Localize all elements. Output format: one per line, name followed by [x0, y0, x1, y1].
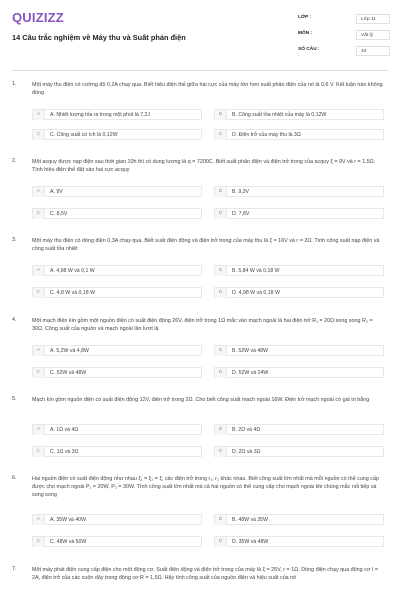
option-letter: C: [33, 537, 45, 547]
option-b[interactable]: [214, 109, 384, 120]
question-number: 2.: [12, 158, 17, 164]
question-number: 4.: [12, 317, 17, 323]
option-c[interactable]: [32, 536, 202, 547]
meta-label: SỐ CÂU :: [298, 47, 320, 52]
question-text: Một máy thu điện có cường độ 0,2A chạy qua. Biết hiệu điện thế giữa hai cực của máy lớn hơn suất phản điện của nó là 0,6 V. Kết luận nào không đúng: [32, 82, 383, 97]
option-text: A. 9V: [50, 189, 63, 195]
option-letter: C: [33, 288, 45, 298]
option-d[interactable]: [214, 129, 384, 140]
option-text: B. 52W và 48W: [232, 348, 269, 354]
option-text: A. Nhiệt lượng tỏa ra trong một phút là 7,2J: [50, 112, 151, 118]
quizizz-logo: QUIZIZZ: [12, 10, 64, 25]
option-text: C. 1Ω và 3Ω: [50, 449, 79, 455]
option-text: B. 48W và 35W: [232, 517, 269, 523]
question-number: 7.: [12, 566, 17, 572]
option-c[interactable]: [32, 446, 202, 457]
option-letter: C: [33, 130, 45, 140]
option-letter: C: [33, 209, 45, 219]
option-b[interactable]: [214, 186, 384, 197]
meta-value: Vật lý: [356, 30, 390, 40]
question-number: 3.: [12, 237, 17, 243]
option-a[interactable]: [32, 345, 202, 356]
option-a[interactable]: [32, 109, 202, 120]
header-divider: [12, 70, 388, 71]
option-text: D. 7,8V: [232, 211, 250, 217]
option-a[interactable]: [32, 424, 202, 435]
option-text: B. 5,84 W và 0,18 W: [232, 268, 280, 274]
page-header: [0, 0, 400, 68]
option-d[interactable]: [214, 446, 384, 457]
option-letter: D: [215, 288, 227, 298]
option-text: A. 1Ω và 4Ω: [50, 427, 79, 433]
option-text: D. 35W và 48W: [232, 539, 269, 545]
option-c[interactable]: [32, 367, 202, 378]
meta-label: LỚP :: [298, 15, 312, 20]
question-text: Một máy phát điện cung cấp điện cho một động cơ. Suất điện động và điện trở trong của máy là ξ = 25V, r = 1Ω. Dòng điện chạy qua động cơ I = 2A, điện trở của các cuộn dây trong động cơ R = 1,5Ω. Hãy tính công suất của nguồn điện và hiệu suất của nó: [32, 567, 379, 582]
option-c[interactable]: [32, 287, 202, 298]
option-letter: B: [215, 515, 227, 525]
question-number: 6.: [12, 475, 17, 481]
option-a[interactable]: [32, 186, 202, 197]
option-letter: B: [215, 266, 227, 276]
option-text: B. 2Ω và 4Ω: [232, 427, 261, 433]
option-letter: A: [33, 266, 45, 276]
option-b[interactable]: [214, 514, 384, 525]
option-a[interactable]: [32, 265, 202, 276]
option-text: C. 48W và 50W: [50, 539, 87, 545]
option-text: C. Công suất có ích là 0,12W: [50, 132, 118, 138]
question-text: Hai nguồn điện có suất điện động như nhau ξ₁ = ξ₂ = ξ, các điện trở trong r₁, r₂ khác nhau. Biết công suất lớn nhất mà mỗi nguồn có thể cung cấp được cho mạch ngoài P₁ = 20W, P₂ = 30W. Tính công suất lớn nhất mà cả hai nguồn có thể cung cấp cho mạch ngoài khi chúng mắc nối tiếp và song song: [32, 476, 379, 499]
page-title: 14 Câu trắc nghiệm về Máy thu và Suất phản điện: [12, 33, 186, 42]
option-letter: A: [33, 187, 45, 197]
option-c[interactable]: [32, 208, 202, 219]
question-number: 1.: [12, 81, 17, 87]
option-letter: D: [215, 447, 227, 457]
meta-class-row: [298, 12, 390, 28]
option-letter: A: [33, 110, 45, 120]
question-text: Mạch kín gồm nguồn điện có suất điện động 12V, điện trở trong 2Ω. Cho biết công suất mạch ngoài 16W. Điện trở mạch ngoài có giá trị bằng: [32, 397, 370, 403]
option-text: B. 9,3V: [232, 189, 250, 195]
option-letter: B: [215, 187, 227, 197]
option-text: D. 52W và 24W: [232, 370, 269, 376]
meta-value: 10: [356, 46, 390, 56]
option-letter: C: [33, 368, 45, 378]
option-text: A. 4,98 W và 0,1 W: [50, 268, 95, 274]
meta-count-row: [298, 44, 390, 60]
option-text: C. 4,8 W và 0,18 W: [50, 290, 95, 296]
meta-subject-row: [298, 28, 390, 44]
meta-value: Lớp 11: [356, 14, 390, 24]
meta-label: MÔN :: [298, 31, 313, 36]
option-text: C. 52W và 48W: [50, 370, 87, 376]
option-text: B. Công suất tỏa nhiệt của máy là 0,12W: [232, 112, 327, 118]
option-letter: C: [33, 447, 45, 457]
question-text: Một máy thu điện có dòng điện 0,3A chạy qua. Biết suất điện động và điện trở trong của máy thu là ξ = 16V và r = 2Ω. Tính công suất nạp điện và công suất tỏa nhiệt: [32, 238, 380, 253]
option-text: D. Điện trở của máy thu là 3Ω: [232, 132, 301, 138]
option-d[interactable]: [214, 536, 384, 547]
option-text: A. 5,2W và 4,8W: [50, 348, 89, 354]
option-letter: B: [215, 425, 227, 435]
option-d[interactable]: [214, 287, 384, 298]
option-text: D. 2Ω và 3Ω: [232, 449, 261, 455]
option-b[interactable]: [214, 265, 384, 276]
question-number: 5.: [12, 396, 17, 402]
option-letter: D: [215, 368, 227, 378]
option-letter: D: [215, 130, 227, 140]
option-letter: D: [215, 537, 227, 547]
question-text: Một acquy được nạp điện sau thời gian 10h thì có dung lượng là q = 7200C. Biết suất phản điện và điện trở trong của acquy ξ = 9V và r = 1,5Ω. Tính hiệu điện thế đặt vào hai cực acquy: [32, 159, 376, 174]
option-text: C. 8,5V: [50, 211, 68, 217]
option-letter: B: [215, 346, 227, 356]
option-letter: D: [215, 209, 227, 219]
option-b[interactable]: [214, 424, 384, 435]
option-text: D. 4,98 W và 0,18 W: [232, 290, 280, 296]
option-letter: A: [33, 515, 45, 525]
option-c[interactable]: [32, 129, 202, 140]
option-letter: B: [215, 110, 227, 120]
option-d[interactable]: [214, 367, 384, 378]
option-d[interactable]: [214, 208, 384, 219]
option-b[interactable]: [214, 345, 384, 356]
option-letter: A: [33, 425, 45, 435]
option-a[interactable]: [32, 514, 202, 525]
option-letter: A: [33, 346, 45, 356]
question-text: Một mạch điện kín gồm một nguồn điện có suất điện động 26V, điện trở trong 1Ω mắc vào mạch ngoài là hai điện trở R₁ = 20Ω song song R₂ = 30Ω. Công suất của nguồn và mạch ngoài lần lượt là: [32, 318, 373, 333]
meta-panel: [298, 12, 390, 60]
option-text: A. 35W và 40W: [50, 517, 87, 523]
